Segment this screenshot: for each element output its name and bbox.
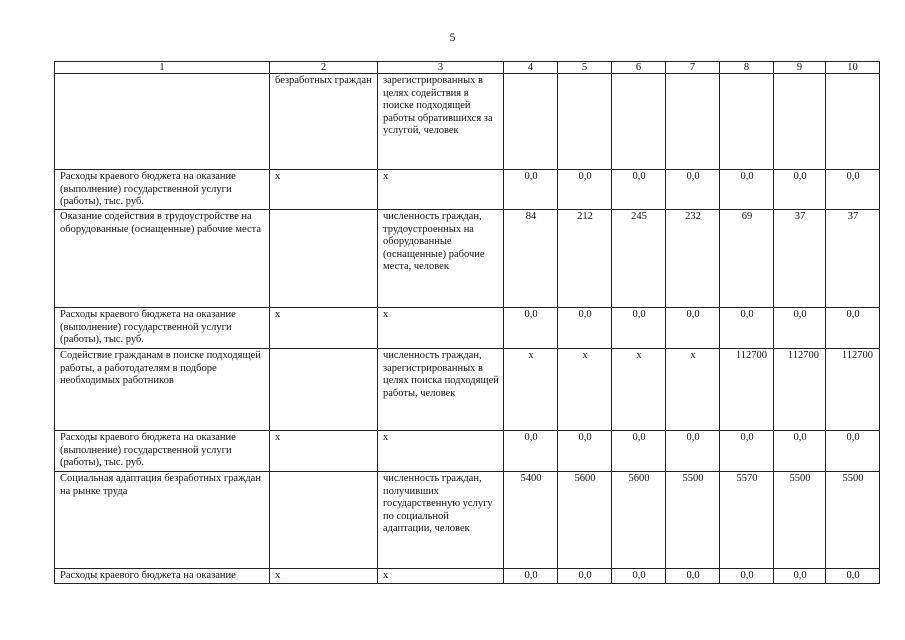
- row-value: [612, 74, 666, 170]
- row-description: [55, 74, 270, 170]
- column-header-8: 8: [720, 62, 774, 74]
- row-indicator: численность граждан, зарегистрированных в целях поиска подходящей работы, человек: [378, 349, 504, 431]
- budget-table: [54, 61, 880, 584]
- table-row: [55, 210, 880, 308]
- row-value: 0,0: [612, 431, 666, 472]
- row-description: Содействие гражданам в поиске подходящей работы, а работодателям в подборе необходимых работников: [55, 349, 270, 431]
- row-value: 0,0: [504, 170, 558, 210]
- row-value: х: [504, 349, 558, 431]
- row-description: Расходы краевого бюджета на оказание (выполнение) государственной услуги (работы), тыс. руб.: [55, 308, 270, 349]
- table-row: [55, 74, 880, 170]
- table-row: [55, 569, 880, 584]
- row-value: 5500: [826, 472, 880, 569]
- row-recipient: х: [270, 170, 378, 210]
- row-indicator: численность граждан, получивших государственную услугу по социальной адаптации, человек: [378, 472, 504, 569]
- row-recipient: [270, 472, 378, 569]
- row-recipient: безработных граждан: [270, 74, 378, 170]
- row-recipient: х: [270, 431, 378, 472]
- row-indicator: х: [378, 431, 504, 472]
- row-description: Расходы краевого бюджета на оказание (выполнение) государственной услуги (работы), тыс. руб.: [55, 431, 270, 472]
- row-value: 232: [666, 210, 720, 308]
- row-value: 69: [720, 210, 774, 308]
- row-value: 0,0: [504, 308, 558, 349]
- row-value: 0,0: [826, 308, 880, 349]
- row-value: 0,0: [774, 170, 826, 210]
- row-value: 0,0: [774, 431, 826, 472]
- row-value: 0,0: [774, 308, 826, 349]
- row-description: Оказание содействия в трудоустройстве на оборудованные (оснащенные) рабочие места: [55, 210, 270, 308]
- row-value: [826, 74, 880, 170]
- column-header-3: 3: [378, 62, 504, 74]
- header-row: [55, 62, 880, 74]
- row-value: 0,0: [504, 431, 558, 472]
- row-value: [774, 74, 826, 170]
- row-value: 5600: [612, 472, 666, 569]
- row-indicator: зарегистрированных в целях содействия в поиске подходящей работы обратившихся за услугой, человек: [378, 74, 504, 170]
- row-value: 0,0: [558, 308, 612, 349]
- row-value: 5500: [774, 472, 826, 569]
- row-value: [504, 74, 558, 170]
- row-value: 0,0: [612, 308, 666, 349]
- table-row: [55, 349, 880, 431]
- row-value: 0,0: [612, 569, 666, 584]
- row-value: [558, 74, 612, 170]
- row-value: 5400: [504, 472, 558, 569]
- row-description: Социальная адаптация безработных граждан на рынке труда: [55, 472, 270, 569]
- column-header-9: 9: [774, 62, 826, 74]
- row-description: Расходы краевого бюджета на оказание (выполнение) государственной услуги (работы), тыс. руб.: [55, 170, 270, 210]
- column-header-4: 4: [504, 62, 558, 74]
- row-value: х: [612, 349, 666, 431]
- page-number: 5: [449, 30, 456, 44]
- column-header-2: 2: [270, 62, 378, 74]
- row-recipient: х: [270, 308, 378, 349]
- row-value: 112700: [720, 349, 774, 431]
- row-indicator: х: [378, 170, 504, 210]
- row-value: х: [558, 349, 612, 431]
- row-value: 0,0: [504, 569, 558, 584]
- row-value: 0,0: [558, 170, 612, 210]
- row-value: 0,0: [826, 431, 880, 472]
- table-row: [55, 170, 880, 210]
- row-recipient: [270, 349, 378, 431]
- row-value: 0,0: [666, 170, 720, 210]
- row-value: 245: [612, 210, 666, 308]
- row-value: [720, 74, 774, 170]
- row-value: 37: [826, 210, 880, 308]
- row-value: 0,0: [612, 170, 666, 210]
- row-indicator: х: [378, 569, 504, 584]
- table-row: [55, 308, 880, 349]
- row-value: 5570: [720, 472, 774, 569]
- row-value: 212: [558, 210, 612, 308]
- row-value: 0,0: [558, 569, 612, 584]
- row-value: 112700: [826, 349, 880, 431]
- column-header-5: 5: [558, 62, 612, 74]
- row-recipient: [270, 210, 378, 308]
- table-row: [55, 431, 880, 472]
- row-value: 37: [774, 210, 826, 308]
- row-value: 0,0: [666, 308, 720, 349]
- row-description: Расходы краевого бюджета на оказание: [55, 569, 270, 584]
- row-value: 0,0: [666, 569, 720, 584]
- row-value: 5500: [666, 472, 720, 569]
- row-recipient: х: [270, 569, 378, 584]
- row-value: 0,0: [558, 431, 612, 472]
- row-indicator: численность граждан, трудоустроенных на оборудованные (оснащенные) рабочие места, человек: [378, 210, 504, 308]
- row-value: 0,0: [826, 170, 880, 210]
- row-value: 0,0: [666, 431, 720, 472]
- row-value: 0,0: [720, 170, 774, 210]
- column-header-1: 1: [55, 62, 270, 74]
- row-value: 0,0: [720, 308, 774, 349]
- row-value: х: [666, 349, 720, 431]
- row-value: 0,0: [720, 431, 774, 472]
- row-value: 5600: [558, 472, 612, 569]
- column-header-6: 6: [612, 62, 666, 74]
- table-row: [55, 472, 880, 569]
- column-header-10: 10: [826, 62, 880, 74]
- row-value: 0,0: [826, 569, 880, 584]
- column-header-7: 7: [666, 62, 720, 74]
- row-indicator: х: [378, 308, 504, 349]
- row-value: 0,0: [720, 569, 774, 584]
- row-value: 0,0: [774, 569, 826, 584]
- row-value: 84: [504, 210, 558, 308]
- row-value: 112700: [774, 349, 826, 431]
- row-value: [666, 74, 720, 170]
